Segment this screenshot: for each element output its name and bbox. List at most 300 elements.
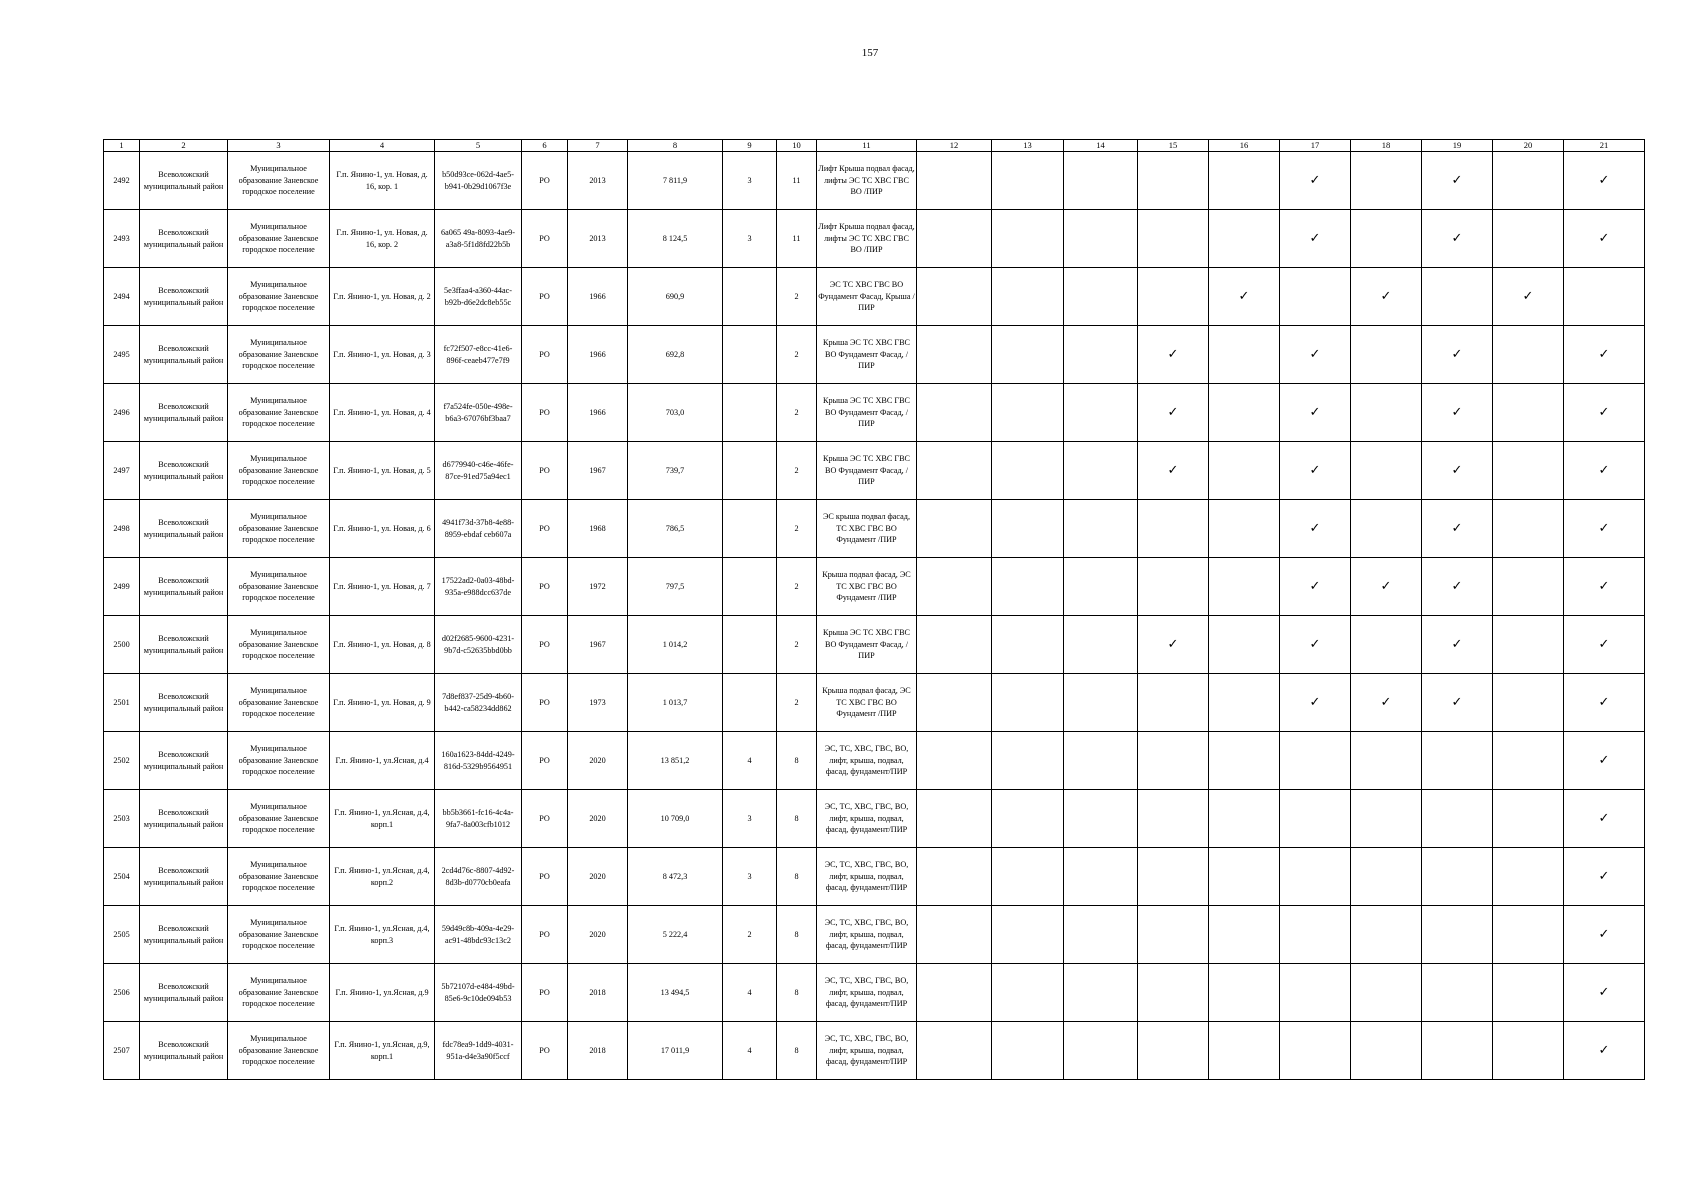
- work-type-cell-19: [1422, 152, 1493, 210]
- fund-method-cell: РО: [522, 558, 568, 616]
- table-row: [104, 326, 1645, 384]
- work-type-cell-20: [1493, 732, 1564, 790]
- work-type-cell-13: [992, 558, 1064, 616]
- row-number-cell: 2496: [104, 384, 140, 442]
- works-list-cell: Крыша ЭС ТС ХВС ГВС ВО Фундамент Фасад, /ПИР: [817, 384, 917, 442]
- fund-method-cell: РО: [522, 848, 568, 906]
- area-cell: 1 013,7: [628, 674, 723, 732]
- check-icon: ✓: [1598, 810, 1610, 826]
- work-type-cell-13: [992, 326, 1064, 384]
- fias-code-cell: 5e3ffaa4-a360-44ac-b92b-d6e2dc8eb55c: [435, 268, 522, 326]
- work-type-cell-15: [1138, 152, 1209, 210]
- fias-code-cell: d6779940-c46e-46fe-87ce-91ed75a94ec1: [435, 442, 522, 500]
- work-type-cell-15: [1138, 384, 1209, 442]
- column-10-cell: 8: [777, 848, 817, 906]
- address-cell: Г.п. Янино-1, ул. Новая, д. 8: [330, 616, 435, 674]
- work-type-cell-18: [1351, 790, 1422, 848]
- work-type-cell-16: [1209, 848, 1280, 906]
- municipality-cell: Муниципальное образование Заневское городское поселение: [228, 500, 330, 558]
- work-type-cell-17: [1280, 616, 1351, 674]
- fias-code-cell: 17522ad2-0a03-48bd-935a-e988dcc637de: [435, 558, 522, 616]
- column-number-header: [104, 140, 1645, 152]
- column-9-cell: [723, 616, 777, 674]
- work-type-cell-16: [1209, 268, 1280, 326]
- district-cell: Всеволожский муниципальный район: [140, 210, 228, 268]
- area-cell: 5 222,4: [628, 906, 723, 964]
- work-type-cell-12: [917, 326, 992, 384]
- row-number-cell: 2504: [104, 848, 140, 906]
- work-type-cell-21: [1564, 268, 1645, 326]
- check-icon: ✓: [1309, 578, 1321, 594]
- work-type-cell-21: [1564, 732, 1645, 790]
- table-row: [104, 616, 1645, 674]
- column-10-cell: 2: [777, 616, 817, 674]
- work-type-cell-19: [1422, 674, 1493, 732]
- work-type-cell-12: [917, 732, 992, 790]
- check-icon: ✓: [1309, 636, 1321, 652]
- check-icon: ✓: [1598, 230, 1610, 246]
- work-type-cell-17: [1280, 732, 1351, 790]
- table-row: [104, 268, 1645, 326]
- address-cell: Г.п. Янино-1, ул.Ясная, д.9, корп.1: [330, 1022, 435, 1080]
- column-number-2: 2: [140, 140, 228, 152]
- column-number-20: 20: [1493, 140, 1564, 152]
- work-type-cell-19: [1422, 268, 1493, 326]
- municipality-cell: Муниципальное образование Заневское городское поселение: [228, 964, 330, 1022]
- year-cell: 1968: [568, 500, 628, 558]
- row-number-cell: 2502: [104, 732, 140, 790]
- fias-code-cell: 2cd4d76c-8807-4d92-8d3b-d0770cb0eafa: [435, 848, 522, 906]
- works-list-cell: ЭС, ТС, ХВС, ГВС, ВО, лифт, крыша, подвал, фасад, фундамент/ПИР: [817, 848, 917, 906]
- column-9-cell: [723, 558, 777, 616]
- work-type-cell-14: [1064, 384, 1138, 442]
- work-type-cell-12: [917, 268, 992, 326]
- fias-code-cell: bb5b3661-fc16-4c4a-9fa7-8a003cfb1012: [435, 790, 522, 848]
- work-type-cell-21: [1564, 1022, 1645, 1080]
- table-row: [104, 1022, 1645, 1080]
- work-type-cell-21: [1564, 152, 1645, 210]
- work-type-cell-12: [917, 616, 992, 674]
- column-number-12: 12: [917, 140, 992, 152]
- year-cell: 2020: [568, 906, 628, 964]
- area-cell: 739,7: [628, 442, 723, 500]
- work-type-cell-19: [1422, 384, 1493, 442]
- work-type-cell-18: [1351, 964, 1422, 1022]
- work-type-cell-19: [1422, 326, 1493, 384]
- row-number-cell: 2499: [104, 558, 140, 616]
- work-type-cell-18: [1351, 442, 1422, 500]
- works-list-cell: ЭС, ТС, ХВС, ГВС, ВО, лифт, крыша, подвал, фасад, фундамент/ПИР: [817, 1022, 917, 1080]
- address-cell: Г.п. Янино-1, ул. Новая, д. 16, кор. 2: [330, 210, 435, 268]
- area-cell: 1 014,2: [628, 616, 723, 674]
- address-cell: Г.п. Янино-1, ул. Новая, д. 4: [330, 384, 435, 442]
- work-type-cell-14: [1064, 674, 1138, 732]
- municipality-cell: Муниципальное образование Заневское городское поселение: [228, 442, 330, 500]
- year-cell: 2018: [568, 964, 628, 1022]
- work-type-cell-16: [1209, 384, 1280, 442]
- works-list-cell: ЭС, ТС, ХВС, ГВС, ВО, лифт, крыша, подвал, фасад, фундамент/ПИР: [817, 732, 917, 790]
- area-cell: 690,9: [628, 268, 723, 326]
- year-cell: 2018: [568, 1022, 628, 1080]
- check-icon: ✓: [1309, 346, 1321, 362]
- check-icon: ✓: [1598, 984, 1610, 1000]
- year-cell: 1966: [568, 326, 628, 384]
- works-list-cell: Крыша ЭС ТС ХВС ГВС ВО Фундамент Фасад, /ПИР: [817, 326, 917, 384]
- column-9-cell: [723, 442, 777, 500]
- work-type-cell-14: [1064, 790, 1138, 848]
- table-row: [104, 558, 1645, 616]
- works-list-cell: Крыша подвал фасад, ЭС ТС ХВС ГВС ВО Фундамент /ПИР: [817, 674, 917, 732]
- year-cell: 2013: [568, 152, 628, 210]
- row-number-cell: 2503: [104, 790, 140, 848]
- district-cell: Всеволожский муниципальный район: [140, 268, 228, 326]
- work-type-cell-21: [1564, 790, 1645, 848]
- work-type-cell-14: [1064, 558, 1138, 616]
- municipality-cell: Муниципальное образование Заневское городское поселение: [228, 732, 330, 790]
- work-type-cell-18: [1351, 732, 1422, 790]
- check-icon: ✓: [1522, 288, 1534, 304]
- row-number-cell: 2494: [104, 268, 140, 326]
- column-number-11: 11: [817, 140, 917, 152]
- municipality-cell: Муниципальное образование Заневское городское поселение: [228, 326, 330, 384]
- work-type-cell-21: [1564, 500, 1645, 558]
- work-type-cell-14: [1064, 848, 1138, 906]
- check-icon: ✓: [1309, 520, 1321, 536]
- address-cell: Г.п. Янино-1, ул. Новая, д. 5: [330, 442, 435, 500]
- check-icon: ✓: [1598, 752, 1610, 768]
- fias-code-cell: fc72f507-e8cc-41e6-896f-ceaeb477e7f9: [435, 326, 522, 384]
- address-cell: Г.п. Янино-1, ул.Ясная, д.4, корп.1: [330, 790, 435, 848]
- check-icon: ✓: [1598, 172, 1610, 188]
- work-type-cell-15: [1138, 500, 1209, 558]
- work-type-cell-17: [1280, 268, 1351, 326]
- work-type-cell-12: [917, 964, 992, 1022]
- work-type-cell-13: [992, 674, 1064, 732]
- row-number-cell: 2507: [104, 1022, 140, 1080]
- check-icon: ✓: [1451, 636, 1463, 652]
- area-cell: 7 811,9: [628, 152, 723, 210]
- work-type-cell-12: [917, 790, 992, 848]
- work-type-cell-21: [1564, 384, 1645, 442]
- area-cell: 786,5: [628, 500, 723, 558]
- work-type-cell-20: [1493, 964, 1564, 1022]
- fias-code-cell: 7d8ef837-25d9-4b60-b442-ca58234dd862: [435, 674, 522, 732]
- work-type-cell-21: [1564, 964, 1645, 1022]
- work-type-cell-19: [1422, 732, 1493, 790]
- column-9-cell: [723, 500, 777, 558]
- table-row: [104, 152, 1645, 210]
- address-cell: Г.п. Янино-1, ул. Новая, д. 3: [330, 326, 435, 384]
- column-number-18: 18: [1351, 140, 1422, 152]
- district-cell: Всеволожский муниципальный район: [140, 326, 228, 384]
- work-type-cell-20: [1493, 674, 1564, 732]
- work-type-cell-20: [1493, 442, 1564, 500]
- work-type-cell-15: [1138, 616, 1209, 674]
- work-type-cell-17: [1280, 1022, 1351, 1080]
- district-cell: Всеволожский муниципальный район: [140, 964, 228, 1022]
- registry-body: [104, 140, 1645, 1080]
- works-list-cell: Крыша ЭС ТС ХВС ГВС ВО Фундамент Фасад, /ПИР: [817, 442, 917, 500]
- check-icon: ✓: [1238, 288, 1250, 304]
- work-type-cell-20: [1493, 790, 1564, 848]
- check-icon: ✓: [1598, 346, 1610, 362]
- work-type-cell-16: [1209, 790, 1280, 848]
- work-type-cell-14: [1064, 732, 1138, 790]
- district-cell: Всеволожский муниципальный район: [140, 732, 228, 790]
- check-icon: ✓: [1451, 520, 1463, 536]
- work-type-cell-15: [1138, 964, 1209, 1022]
- work-type-cell-14: [1064, 326, 1138, 384]
- check-icon: ✓: [1598, 404, 1610, 420]
- work-type-cell-14: [1064, 210, 1138, 268]
- fund-method-cell: РО: [522, 964, 568, 1022]
- fund-method-cell: РО: [522, 732, 568, 790]
- work-type-cell-16: [1209, 326, 1280, 384]
- work-type-cell-16: [1209, 616, 1280, 674]
- work-type-cell-13: [992, 964, 1064, 1022]
- district-cell: Всеволожский муниципальный район: [140, 558, 228, 616]
- row-number-cell: 2497: [104, 442, 140, 500]
- work-type-cell-12: [917, 500, 992, 558]
- work-type-cell-18: [1351, 906, 1422, 964]
- work-type-cell-21: [1564, 906, 1645, 964]
- municipality-cell: Муниципальное образование Заневское городское поселение: [228, 384, 330, 442]
- work-type-cell-17: [1280, 964, 1351, 1022]
- column-10-cell: 2: [777, 326, 817, 384]
- area-cell: 692,8: [628, 326, 723, 384]
- check-icon: ✓: [1167, 636, 1179, 652]
- fias-code-cell: 4941f73d-37b8-4e88-8959-ebdaf ceb607a: [435, 500, 522, 558]
- work-type-cell-20: [1493, 906, 1564, 964]
- work-type-cell-19: [1422, 848, 1493, 906]
- work-type-cell-12: [917, 384, 992, 442]
- work-type-cell-17: [1280, 848, 1351, 906]
- work-type-cell-21: [1564, 674, 1645, 732]
- column-number-5: 5: [435, 140, 522, 152]
- column-9-cell: 3: [723, 210, 777, 268]
- area-cell: 8 124,5: [628, 210, 723, 268]
- check-icon: ✓: [1167, 346, 1179, 362]
- district-cell: Всеволожский муниципальный район: [140, 674, 228, 732]
- work-type-cell-13: [992, 384, 1064, 442]
- column-10-cell: 2: [777, 558, 817, 616]
- district-cell: Всеволожский муниципальный район: [140, 790, 228, 848]
- column-number-8: 8: [628, 140, 723, 152]
- table-row: [104, 674, 1645, 732]
- column-10-cell: 2: [777, 442, 817, 500]
- work-type-cell-20: [1493, 500, 1564, 558]
- fund-method-cell: РО: [522, 790, 568, 848]
- address-cell: Г.п. Янино-1, ул.Ясная, д.4, корп.2: [330, 848, 435, 906]
- table-row: [104, 732, 1645, 790]
- fias-code-cell: f7a524fe-050e-498e-b6a3-67076bf3baa7: [435, 384, 522, 442]
- fund-method-cell: РО: [522, 384, 568, 442]
- work-type-cell-12: [917, 848, 992, 906]
- work-type-cell-20: [1493, 268, 1564, 326]
- work-type-cell-14: [1064, 964, 1138, 1022]
- column-9-cell: 3: [723, 790, 777, 848]
- work-type-cell-16: [1209, 442, 1280, 500]
- check-icon: ✓: [1380, 578, 1392, 594]
- fias-code-cell: b50d93ce-062d-4ae5-b941-0b29d1067f3e: [435, 152, 522, 210]
- work-type-cell-18: [1351, 152, 1422, 210]
- work-type-cell-18: [1351, 558, 1422, 616]
- works-list-cell: Крыша подвал фасад, ЭС ТС ХВС ГВС ВО Фундамент /ПИР: [817, 558, 917, 616]
- work-type-cell-18: [1351, 210, 1422, 268]
- work-type-cell-19: [1422, 442, 1493, 500]
- check-icon: ✓: [1598, 1042, 1610, 1058]
- fund-method-cell: РО: [522, 674, 568, 732]
- work-type-cell-17: [1280, 906, 1351, 964]
- work-type-cell-15: [1138, 326, 1209, 384]
- work-type-cell-13: [992, 152, 1064, 210]
- column-9-cell: [723, 674, 777, 732]
- work-type-cell-19: [1422, 616, 1493, 674]
- district-cell: Всеволожский муниципальный район: [140, 848, 228, 906]
- work-type-cell-13: [992, 848, 1064, 906]
- work-type-cell-18: [1351, 326, 1422, 384]
- check-icon: ✓: [1380, 288, 1392, 304]
- column-10-cell: 2: [777, 268, 817, 326]
- check-icon: ✓: [1598, 462, 1610, 478]
- work-type-cell-13: [992, 500, 1064, 558]
- column-number-13: 13: [992, 140, 1064, 152]
- year-cell: 1966: [568, 268, 628, 326]
- address-cell: Г.п. Янино-1, ул. Новая, д. 9: [330, 674, 435, 732]
- municipality-cell: Муниципальное образование Заневское городское поселение: [228, 906, 330, 964]
- work-type-cell-17: [1280, 442, 1351, 500]
- work-type-cell-16: [1209, 1022, 1280, 1080]
- check-icon: ✓: [1598, 868, 1610, 884]
- work-type-cell-18: [1351, 384, 1422, 442]
- municipality-cell: Муниципальное образование Заневское городское поселение: [228, 848, 330, 906]
- column-10-cell: 8: [777, 790, 817, 848]
- column-number-14: 14: [1064, 140, 1138, 152]
- work-type-cell-16: [1209, 152, 1280, 210]
- work-type-cell-16: [1209, 906, 1280, 964]
- work-type-cell-16: [1209, 964, 1280, 1022]
- year-cell: 2020: [568, 732, 628, 790]
- work-type-cell-14: [1064, 268, 1138, 326]
- year-cell: 1972: [568, 558, 628, 616]
- work-type-cell-15: [1138, 210, 1209, 268]
- work-type-cell-15: [1138, 442, 1209, 500]
- work-type-cell-14: [1064, 1022, 1138, 1080]
- work-type-cell-13: [992, 268, 1064, 326]
- check-icon: ✓: [1309, 404, 1321, 420]
- column-9-cell: 3: [723, 152, 777, 210]
- year-cell: 2020: [568, 790, 628, 848]
- fias-code-cell: d02f2685-9600-4231-9b7d-c52635bbd0bb: [435, 616, 522, 674]
- district-cell: Всеволожский муниципальный район: [140, 152, 228, 210]
- page-number: 157: [861, 47, 879, 59]
- year-cell: 1966: [568, 384, 628, 442]
- row-number-cell: 2493: [104, 210, 140, 268]
- check-icon: ✓: [1598, 694, 1610, 710]
- work-type-cell-17: [1280, 500, 1351, 558]
- work-type-cell-17: [1280, 790, 1351, 848]
- work-type-cell-16: [1209, 558, 1280, 616]
- municipality-cell: Муниципальное образование Заневское городское поселение: [228, 790, 330, 848]
- address-cell: Г.п. Янино-1, ул.Ясная, д.4, корп.3: [330, 906, 435, 964]
- column-number-17: 17: [1280, 140, 1351, 152]
- column-9-cell: 2: [723, 906, 777, 964]
- municipality-cell: Муниципальное образование Заневское городское поселение: [228, 152, 330, 210]
- work-type-cell-20: [1493, 616, 1564, 674]
- year-cell: 1967: [568, 442, 628, 500]
- year-cell: 1973: [568, 674, 628, 732]
- row-number-cell: 2505: [104, 906, 140, 964]
- year-cell: 2013: [568, 210, 628, 268]
- work-type-cell-13: [992, 732, 1064, 790]
- work-type-cell-16: [1209, 210, 1280, 268]
- check-icon: ✓: [1309, 462, 1321, 478]
- district-cell: Всеволожский муниципальный район: [140, 442, 228, 500]
- work-type-cell-21: [1564, 442, 1645, 500]
- row-number-cell: 2506: [104, 964, 140, 1022]
- address-cell: Г.п. Янино-1, ул. Новая, д. 7: [330, 558, 435, 616]
- work-type-cell-16: [1209, 674, 1280, 732]
- work-type-cell-17: [1280, 152, 1351, 210]
- column-10-cell: 11: [777, 210, 817, 268]
- table-row: [104, 790, 1645, 848]
- work-type-cell-13: [992, 1022, 1064, 1080]
- year-cell: 1967: [568, 616, 628, 674]
- table-row: [104, 442, 1645, 500]
- fias-code-cell: 6a065 49a-8093-4ae9-a3a8-5f1d8fd22b5b: [435, 210, 522, 268]
- work-type-cell-20: [1493, 1022, 1564, 1080]
- fias-code-cell: 59d49c8b-409a-4e29-ac91-48bdc93c13c2: [435, 906, 522, 964]
- municipality-cell: Муниципальное образование Заневское городское поселение: [228, 674, 330, 732]
- works-list-cell: ЭС, ТС, ХВС, ГВС, ВО, лифт, крыша, подвал, фасад, фундамент/ПИР: [817, 964, 917, 1022]
- district-cell: Всеволожский муниципальный район: [140, 616, 228, 674]
- work-type-cell-13: [992, 790, 1064, 848]
- column-number-19: 19: [1422, 140, 1493, 152]
- column-9-cell: 4: [723, 1022, 777, 1080]
- fund-method-cell: РО: [522, 210, 568, 268]
- municipality-cell: Муниципальное образование Заневское городское поселение: [228, 558, 330, 616]
- column-9-cell: [723, 268, 777, 326]
- housing-registry-table: [103, 139, 1645, 1080]
- work-type-cell-17: [1280, 674, 1351, 732]
- works-list-cell: Лифт Крыша подвал фасад, лифты ЭС ТС ХВС ГВС ВО /ПИР: [817, 152, 917, 210]
- work-type-cell-16: [1209, 732, 1280, 790]
- row-number-cell: 2498: [104, 500, 140, 558]
- column-number-7: 7: [568, 140, 628, 152]
- check-icon: ✓: [1598, 520, 1610, 536]
- area-cell: 703,0: [628, 384, 723, 442]
- work-type-cell-18: [1351, 500, 1422, 558]
- municipality-cell: Муниципальное образование Заневское городское поселение: [228, 1022, 330, 1080]
- check-icon: ✓: [1451, 172, 1463, 188]
- work-type-cell-15: [1138, 558, 1209, 616]
- row-number-cell: 2501: [104, 674, 140, 732]
- work-type-cell-14: [1064, 500, 1138, 558]
- work-type-cell-21: [1564, 558, 1645, 616]
- work-type-cell-19: [1422, 1022, 1493, 1080]
- check-icon: ✓: [1451, 230, 1463, 246]
- column-9-cell: 4: [723, 964, 777, 1022]
- check-icon: ✓: [1598, 926, 1610, 942]
- work-type-cell-21: [1564, 210, 1645, 268]
- work-type-cell-19: [1422, 210, 1493, 268]
- work-type-cell-17: [1280, 326, 1351, 384]
- district-cell: Всеволожский муниципальный район: [140, 500, 228, 558]
- work-type-cell-21: [1564, 848, 1645, 906]
- work-type-cell-15: [1138, 848, 1209, 906]
- fias-code-cell: 5b72107d-e484-49bd-85e6-9c10de094b53: [435, 964, 522, 1022]
- works-list-cell: ЭС крыша подвал фасад, ТС ХВС ГВС ВО Фундамент /ПИР: [817, 500, 917, 558]
